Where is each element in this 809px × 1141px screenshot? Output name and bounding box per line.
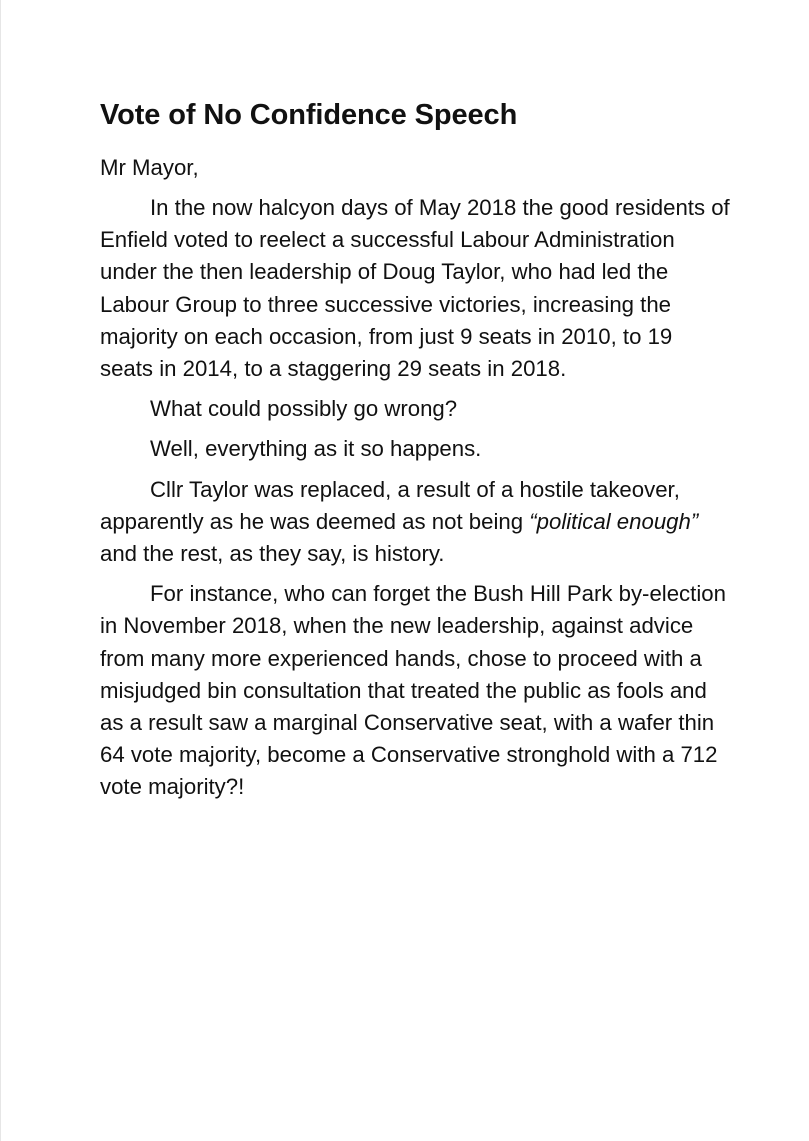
- political-enough-quote: “political enough”: [529, 508, 699, 534]
- document-title: Vote of No Confidence Speech: [100, 99, 518, 131]
- taylor-text-before: Cllr Taylor was replaced, a result of a hostile takeover, apparently as he was deemed as not being: [100, 476, 680, 534]
- paragraph-election-history: In the now halcyon days of May 2018 the good residents of Enfield voted to reelect a successful Labour Administration under the then leadership of Doug Taylor, who had led the Labour Group to three successive victories, increasing the majority on each occasion, from just 9 seats in 2010, to 19 seats in 2014, to a staggering 29 seats in 2018.: [100, 195, 730, 382]
- paragraph-bush-hill-park: For instance, who can forget the Bush Hill Park by-election in November 2018, when the new leadership, against advice from many more experienced hands, chose to proceed with a misjudged bin consultation that treated the public as fools and as a result saw a marginal Conservative seat, with a wafer thin 64 vote majority, become a Conservative stronghold with a 712 vote majority?!: [100, 581, 726, 800]
- salutation: Mr Mayor,: [100, 155, 199, 180]
- paragraph-taylor-replaced: [100, 474, 730, 571]
- paragraph-what-could-go-wrong: What could possibly go wrong?: [150, 396, 458, 422]
- paragraph-everything: Well, everything as it so happens.: [150, 436, 482, 462]
- taylor-text-after: and the rest, as they say, is history.: [100, 541, 445, 567]
- document-body: [100, 95, 730, 812]
